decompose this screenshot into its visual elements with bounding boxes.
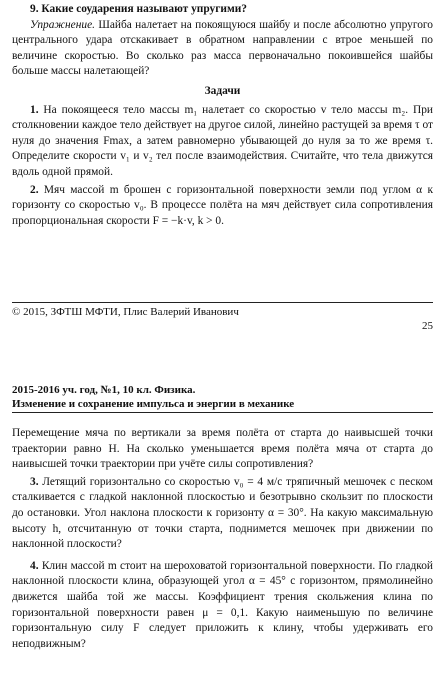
exercise-paragraph bbox=[12, 18, 433, 80]
running-header bbox=[12, 383, 433, 411]
task-4 bbox=[12, 559, 433, 653]
footer-copyright: © 2015, ЗФТШ МФТИ, Плис Валерий Иванович bbox=[12, 306, 239, 318]
task-2-text: Мяч массой m брошен с горизонтальной поверхности земли под углом α к горизонту со скоростью v₀. В процессе полёта на мяч действует сила сопротивления пропорциональная скорости F = −k·v, k > 0. bbox=[12, 183, 433, 227]
header-line-2: Изменение и сохранение импульса и энергии в механике bbox=[12, 398, 295, 410]
exercise-label: Упражнение. bbox=[30, 18, 95, 31]
task-1-number: 1. bbox=[30, 103, 39, 116]
question-9: 9. Какие соударения называют упругими? bbox=[30, 3, 247, 15]
task-3 bbox=[12, 475, 433, 553]
task-3-number: 3. bbox=[30, 475, 39, 488]
page-bottom bbox=[12, 426, 433, 652]
task-4-number: 4. bbox=[30, 559, 39, 572]
continued-text: Перемещение мяча по вертикали за время полёта от старта до наивысшей точки траектории равно H. На сколько уменьшается время полёта мяча от старта до наивысшей точки траектории при учёте силы сопротивления? bbox=[12, 427, 433, 471]
page-number: 25 bbox=[422, 320, 433, 332]
tasks-heading: Задачи bbox=[204, 84, 241, 97]
header-divider bbox=[12, 412, 433, 413]
header-line-1: 2015-2016 уч. год, №1, 10 кл. Физика. bbox=[12, 384, 196, 396]
page-number-row bbox=[12, 320, 433, 332]
task-4-text: Клин массой m стоит на шероховатой горизонтальной поверхности. По гладкой наклонной плоскости клина, образующей угол α = 45° с горизонтом, прямолинейно движется шайба той же массы. Коэффициент трения скольжения клина по горизонтальной поверхности равен μ = 0,1. Какую наименьшую по величине горизонтальную силу F следует приложить к клину, чтобы удерживать его неподвижным? bbox=[12, 559, 433, 650]
footer-divider bbox=[12, 302, 433, 303]
task-3-text: Летящий горизонтально со скоростью v₀ = 4 м/с тряпичный мешочек с песком сталкивается с гладкой наклонной плоскостью и безотрывно скользит по плоскости до остановки. Угол наклона плоскости к горизонту α = 30°. На какую максимальную высоту h, отсчитанную от точки старта, поднимется мешочек при движении по наклонной плоскости? bbox=[12, 475, 433, 551]
exercise-text: Шайба налетает на покоящуюся шайбу и после абсолютно упругого центрального удара отскакивает в обратном направлении с втрое меньшей по величине скоростью. Во сколько раз масса первоначально покоившейся шайбы больше массы налетающей? bbox=[12, 18, 433, 78]
page-footer bbox=[12, 306, 433, 318]
task-2-number: 2. bbox=[30, 183, 39, 196]
task-1 bbox=[12, 103, 433, 181]
task-2 bbox=[12, 183, 433, 230]
page-top bbox=[12, 2, 433, 229]
page-gap bbox=[0, 340, 445, 364]
task-1-text: На покоящееся тело массы m₁ налетает со скоростью v тело массы m₂. При столкновении каждое тело действует на другое силой, линейно растущей за время τ от нуля до значения Fmax, а затем равномерно убывающей до нуля за то же время τ. Определите скорости v₁ и v₂ тел после взаимодействия. Считайте, что тела движутся вдоль одной прямой. bbox=[12, 103, 433, 178]
